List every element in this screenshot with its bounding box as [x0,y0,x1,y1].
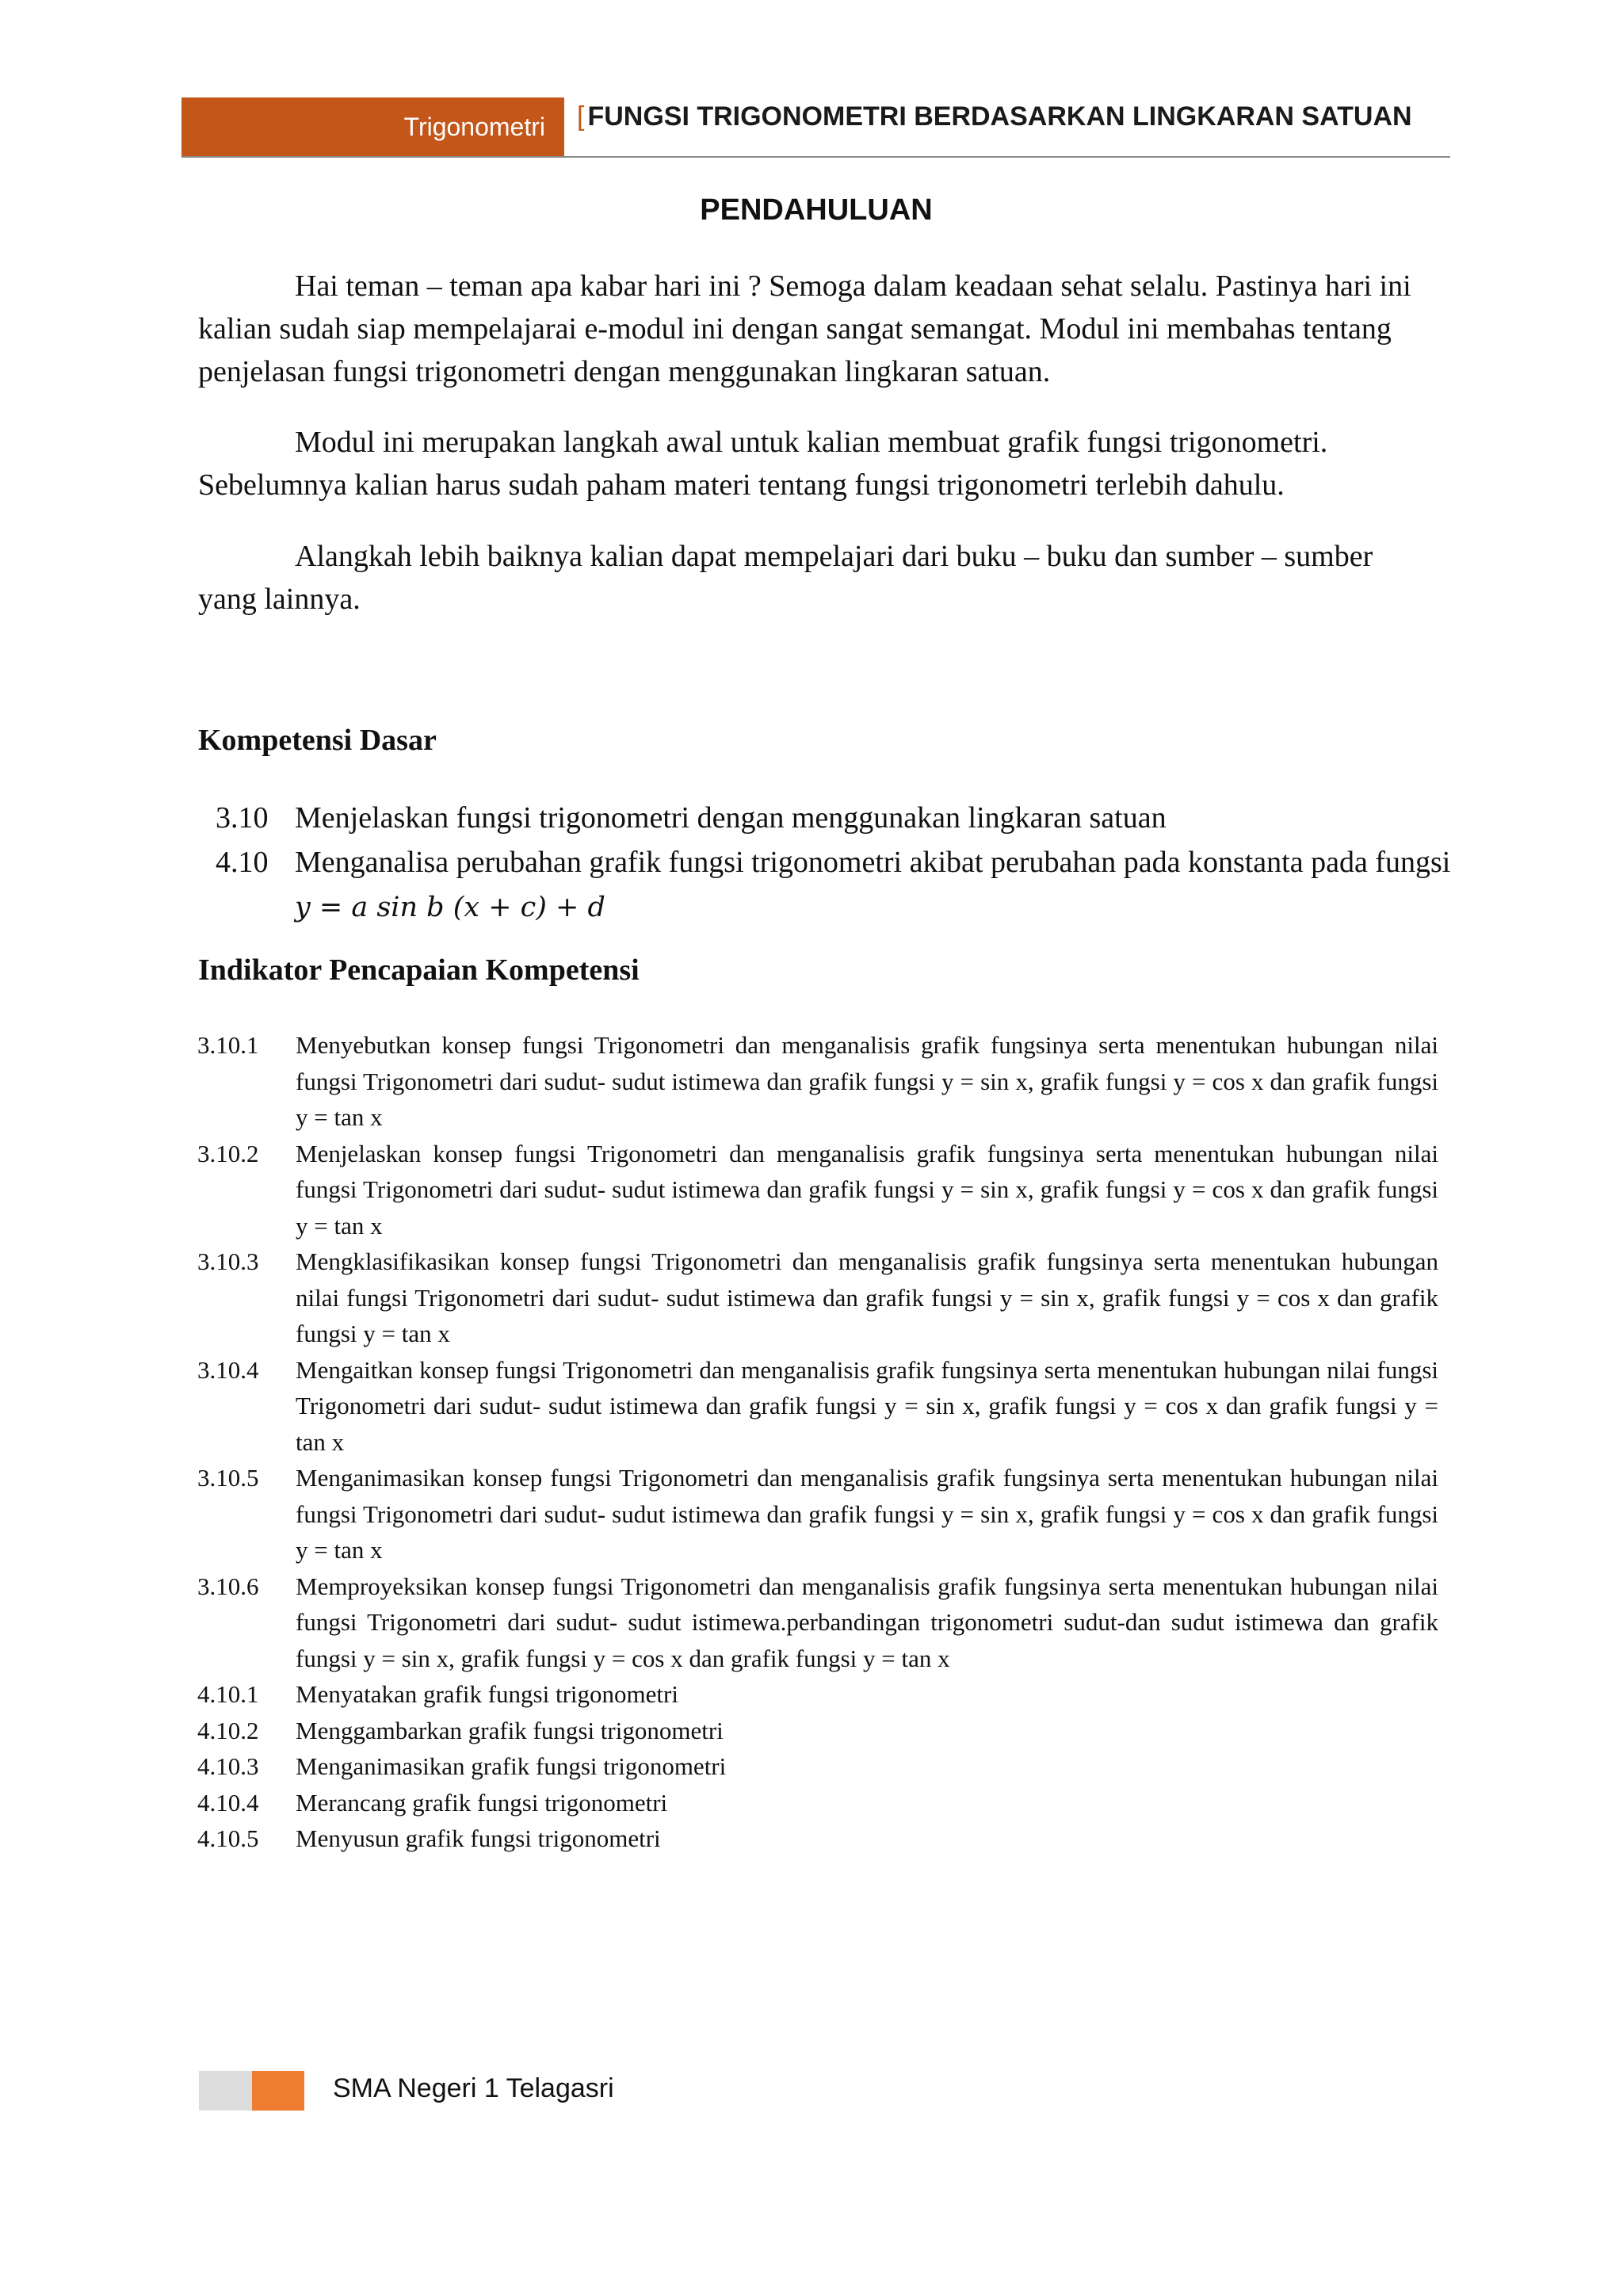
indikator-item-number: 4.10.3 [197,1752,259,1780]
indikator-item-text: Merancang grafik fungsi trigonometri [296,1788,668,1817]
indikator-item-text: Memproyeksikan konsep fungsi Trigonometri dan menganalisis grafik fungsinya serta menentukan hubungan nilai fungsi Trigonometri dari sudut- sudut istimewa.perbandingan trigonometri sudut-dan sudut istimewa dan grafik fungsi y = sin x, grafik fungsi y = cos x dan grafik fungsi y = tan x [296,1572,1438,1672]
indikator-item-text: Menyebutkan konsep fungsi Trigonometri dan menganalisis grafik fungsinya serta menentukan hubungan nilai fungsi Trigonometri dari sudut- sudut istimewa dan grafik fungsi y = sin x, grafik fungsi y = cos x dan grafik fungsi y = tan x [296,1031,1438,1131]
header-divider [181,156,1450,158]
indikator-item [197,1713,1438,1749]
indikator-item [197,1748,1438,1785]
intro-paragraph-1-text: Hai teman – teman apa kabar hari ini ? Semoga dalam keadaan sehat selalu. Pastinya hari ini kalian sudah siap mempelajarai e-modul ini dengan sangat semangat. Modul ini membahas tentang penjelasan fungsi trigonometri dengan menggunakan lingkaran satuan. [198,269,1411,388]
indikator-item-text: Menyatakan grafik fungsi trigonometri [296,1680,678,1708]
indikator-heading: Indikator Pencapaian Kompetensi [198,953,640,987]
kd-item-text: Menjelaskan fungsi trigonometri dengan menggunakan lingkaran satuan [295,801,1167,835]
indikator-item-text: Menjelaskan konsep fungsi Trigonometri dan menganalisis grafik fungsinya serta menentukan hubungan nilai fungsi Trigonometri dari sudut- sudut istimewa dan grafik fungsi y = sin x, grafik fungsi y = cos x dan grafik fungsi y = tan x [296,1139,1438,1240]
indikator-item-number: 3.10.3 [197,1247,259,1275]
indikator-item [197,1244,1438,1352]
header-title [577,101,1412,132]
indikator-item-number: 3.10.5 [197,1464,259,1492]
indikator-item [197,1568,1438,1677]
indikator-item [197,1027,1438,1136]
kd-formula: y = a sin b (x + c) + d [295,892,605,923]
header-tab-label: Trigonometri [403,113,545,141]
indikator-item-number: 3.10.6 [197,1572,259,1600]
indikator-item-number: 4.10.4 [197,1788,259,1817]
indikator-item-number: 4.10.2 [197,1716,259,1744]
header-bracket: [ [577,101,585,132]
indikator-item [197,1136,1438,1244]
section-title: PENDAHULUAN [700,193,933,227]
kd-item-number: 4.10 [216,846,269,879]
indikator-item [197,1785,1438,1821]
kompetensi-dasar-list [216,796,1452,930]
kd-item [216,796,1452,840]
intro-paragraph-3 [198,535,1434,621]
indikator-item-text: Menganimasikan konsep fungsi Trigonometri dan menganalisis grafik fungsinya serta menentukan hubungan nilai fungsi Trigonometri dari sudut- sudut istimewa dan grafik fungsi y = sin x, grafik fungsi y = cos x dan grafik fungsi y = tan x [296,1464,1438,1564]
indikator-item-text: Mengaitkan konsep fungsi Trigonometri dan menganalisis grafik fungsinya serta menentukan hubungan nilai fungsi Trigonometri dari sudut- sudut istimewa dan grafik fungsi y = sin x, grafik fungsi y = cos x dan grafik fungsi y = tan x [296,1355,1438,1456]
indikator-item [197,1460,1438,1568]
indikator-item-number: 3.10.1 [197,1031,259,1059]
intro-paragraph-1 [198,265,1434,393]
header-tab [181,97,564,157]
kompetensi-dasar-heading: Kompetensi Dasar [198,724,437,757]
header-title-text: FUNGSI TRIGONOMETRI BERDASARKAN LINGKARAN SATUAN [587,101,1412,132]
kd-item-number: 3.10 [216,801,269,835]
indikator-item [197,1352,1438,1461]
indikator-item-text: Menyusun grafik fungsi trigonometri [296,1824,661,1852]
indikator-item-number: 3.10.2 [197,1139,259,1167]
footer-orange-block [252,2071,304,2111]
indikator-item-text: Menganimasikan grafik fungsi trigonometri [296,1752,727,1780]
kd-item [216,840,1452,930]
kd-item-text-wrap [295,840,1452,930]
intro-paragraph-3-text: Alangkah lebih baiknya kalian dapat mempelajari dari buku – buku dan sumber – sumber yang lainnya. [198,540,1373,616]
intro-paragraph-2-text: Modul ini merupakan langkah awal untuk kalian membuat grafik fungsi trigonometri. Sebelumnya kalian harus sudah paham materi tentang fungsi trigonometri terlebih dahulu. [198,426,1328,502]
indikator-list [197,1027,1438,1857]
indikator-item-text: Mengklasifikasikan konsep fungsi Trigonometri dan menganalisis grafik fungsinya serta menentukan hubungan nilai fungsi Trigonometri dari sudut- sudut istimewa dan grafik fungsi y = sin x, grafik fungsi y = cos x dan grafik fungsi y = tan x [296,1247,1438,1347]
intro-paragraph-2 [198,421,1434,506]
kd-item-text: Menganalisa perubahan grafik fungsi trigonometri akibat perubahan pada konstanta pada fungsi [295,846,1451,879]
footer-grey-block [199,2071,252,2111]
indikator-item [197,1820,1438,1857]
indikator-item-text: Menggambarkan grafik fungsi trigonometri [296,1716,724,1744]
indikator-item-number: 4.10.5 [197,1824,259,1852]
footer-school-name: SMA Negeri 1 Telagasri [333,2073,614,2103]
indikator-item-number: 4.10.1 [197,1680,259,1708]
indikator-item-number: 3.10.4 [197,1355,259,1384]
indikator-item [197,1676,1438,1713]
